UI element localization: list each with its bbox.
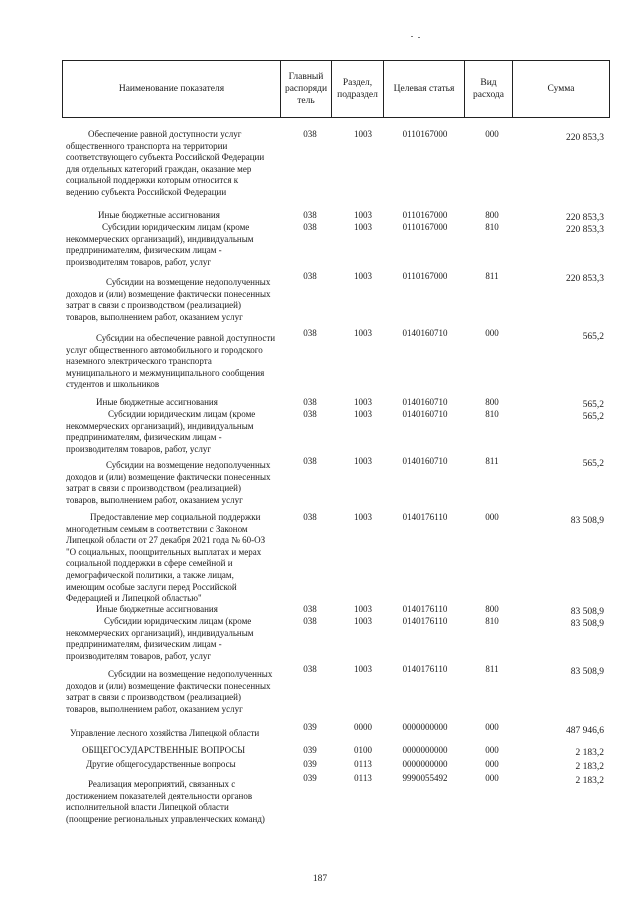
row-target: 0110167000: [402, 210, 448, 220]
row-chief: 038: [303, 664, 317, 674]
row-sum: 220 853,3: [566, 274, 604, 284]
row-sum: 220 853,3: [566, 213, 604, 223]
row-name: Иные бюджетные ассигнования: [96, 397, 218, 407]
row-exp-type: 000: [485, 512, 499, 522]
row-name: Субсидии юридическим лицам (кроме некоммерческих организаций), индивидуальным предпринимателям, физическим лицам - производителям товаров, работ, услуг: [66, 616, 254, 661]
scan-speck: [411, 36, 413, 37]
row-exp-type: 810: [485, 222, 499, 232]
row-chief: 038: [303, 210, 317, 220]
row-chief: 038: [303, 512, 317, 522]
row-name: Иные бюджетные ассигнования: [98, 210, 220, 220]
row-name: Субсидии юридическим лицам (кроме некоммерческих организаций), индивидуальным предпринимателям, физическим лицам - производителям товаров, работ, услуг: [66, 222, 254, 267]
row-sum: 83 508,9: [570, 516, 604, 526]
row-section: 0100: [354, 745, 372, 755]
row-exp-type: 000: [485, 759, 499, 769]
row-chief: 038: [303, 604, 317, 614]
row-target: 0140176110: [402, 512, 448, 522]
row-name: Другие общегосударственные вопросы: [86, 759, 236, 769]
row-section: 1003: [354, 328, 372, 338]
row-section: 0113: [354, 773, 372, 783]
row-target: 0110167000: [402, 222, 448, 232]
row-section: 1003: [354, 271, 372, 281]
row-target: 0000000000: [402, 745, 448, 755]
row-name: Субсидии на возмещение недополученных доходов и (или) возмещение фактически понесенных затрат в связи с производством (реализацией) товаров, выполнением работ, оказанием услуг: [66, 460, 271, 505]
row-exp-type: 800: [485, 397, 499, 407]
row-chief: 039: [303, 773, 317, 783]
row-exp-type: 811: [485, 664, 499, 674]
row-name: Предоставление мер социальной поддержки многодетным семьям в соответствии с Законом Липецкой области от 27 декабря 2021 года № 60-ОЗ "О социальных, поощрительных выплатах и мерах социальной поддержки в сфере семейной и демографической политики, а также лицам, имеющим особые заслуги перед Российской Федерацией и Липецкой областью": [66, 512, 266, 604]
row-sum: 565,2: [582, 332, 604, 342]
row-name: Обеспечение равной доступности услуг общественного транспорта на территории соответствующего субъекта Российской Федерации для отдельных категорий граждан, оказание мер социальной поддержки которым относится к ведению субъекта Российской Федерации: [66, 129, 265, 197]
row-target: 0000000000: [402, 722, 448, 732]
row-target: 0140176110: [402, 604, 448, 614]
row-section: 1003: [354, 604, 372, 614]
row-chief: 038: [303, 222, 317, 232]
header-expense-type: Вид расхода: [465, 61, 513, 117]
row-name: Управление лесного хозяйства Липецкой области: [70, 728, 260, 738]
row-exp-type: 000: [485, 722, 499, 732]
row-chief: 038: [303, 397, 317, 407]
row-exp-type: 000: [485, 745, 499, 755]
row-target: 0140160710: [402, 328, 448, 338]
row-chief: 039: [303, 759, 317, 769]
row-sum: 565,2: [582, 459, 604, 469]
row-sum: 220 853,3: [566, 133, 604, 143]
row-exp-type: 000: [485, 328, 499, 338]
row-chief: 038: [303, 409, 317, 419]
row-sum: 220 853,3: [566, 225, 604, 235]
row-chief: 038: [303, 271, 317, 281]
row-target: 0140160710: [402, 409, 448, 419]
row-chief: 039: [303, 722, 317, 732]
row-section: 1003: [354, 129, 372, 139]
row-section: 1003: [354, 512, 372, 522]
row-exp-type: 000: [485, 773, 499, 783]
scan-speck: [418, 37, 420, 38]
page-number: 187: [312, 874, 328, 884]
row-section: 1003: [354, 456, 372, 466]
row-name: Субсидии на возмещение недополученных доходов и (или) возмещение фактически понесенных затрат в связи с производством (реализацией) товаров, выполнением работ, оказанием услуг: [66, 669, 273, 714]
row-section: 1003: [354, 664, 372, 674]
row-sum: 83 508,9: [570, 607, 604, 617]
row-sum: 2 183,2: [575, 762, 604, 772]
row-chief: 038: [303, 129, 317, 139]
row-sum: 2 183,2: [575, 748, 604, 758]
row-target: 0140176110: [402, 664, 448, 674]
row-target: 0110167000: [402, 271, 448, 281]
row-exp-type: 800: [485, 210, 499, 220]
row-section: 1003: [354, 222, 372, 232]
row-sum: 565,2: [582, 400, 604, 410]
row-exp-type: 810: [485, 616, 499, 626]
row-sum: 2 183,2: [575, 776, 604, 786]
row-section: 0000: [354, 722, 372, 732]
row-chief: 038: [303, 456, 317, 466]
row-sum: 83 508,9: [570, 667, 604, 677]
row-target: 0140160710: [402, 456, 448, 466]
row-section: 1003: [354, 616, 372, 626]
row-exp-type: 811: [485, 456, 499, 466]
row-exp-type: 810: [485, 409, 499, 419]
table-header: [62, 60, 610, 118]
row-target: 0140160710: [402, 397, 448, 407]
row-name: Реализация мероприятий, связанных с достижением показателей деятельности органов исполнительной власти Липецкой области (поощрение региональных управленческих команд): [66, 779, 265, 824]
row-name: Субсидии на возмещение недополученных доходов и (или) возмещение фактически понесенных затрат в связи с производством (реализацией) товаров, выполнением работ, оказанием услуг: [66, 277, 271, 322]
row-name: Иные бюджетные ассигнования: [96, 604, 218, 614]
row-target: 0110167000: [402, 129, 448, 139]
row-exp-type: 811: [485, 271, 499, 281]
row-name: Субсидии юридическим лицам (кроме некоммерческих организаций), индивидуальным предпринимателям, физическим лицам - производителям товаров, работ, услуг: [66, 409, 256, 454]
header-section: Раздел, подраздел: [332, 61, 384, 117]
row-target: 0000000000: [402, 759, 448, 769]
row-sum: 83 508,9: [570, 619, 604, 629]
row-sum: 565,2: [582, 412, 604, 422]
row-exp-type: 000: [485, 129, 499, 139]
row-chief: 038: [303, 328, 317, 338]
header-chief-administrator: Главный распоряди тель: [281, 61, 332, 117]
row-section: 1003: [354, 210, 372, 220]
header-sum: Сумма: [547, 84, 575, 94]
row-exp-type: 800: [485, 604, 499, 614]
row-sum: 487 946,6: [566, 726, 604, 736]
row-target: 9990055492: [402, 773, 448, 783]
header-target-article: Целевая статья: [384, 61, 465, 117]
row-chief: 038: [303, 616, 317, 626]
row-chief: 039: [303, 745, 317, 755]
row-section: 0113: [354, 759, 372, 769]
row-section: 1003: [354, 397, 372, 407]
row-name: Субсидии на обеспечение равной доступности услуг общественного автомобильного и городского наземного электрического транспорта муниципального и межмуниципального сообщения студентов и школьников: [66, 333, 276, 390]
row-target: 0140176110: [402, 616, 448, 626]
row-section: 1003: [354, 409, 372, 419]
header-name: Наименование показателя: [63, 61, 281, 117]
row-name: ОБЩЕГОСУДАРСТВЕННЫЕ ВОПРОСЫ: [82, 745, 246, 755]
